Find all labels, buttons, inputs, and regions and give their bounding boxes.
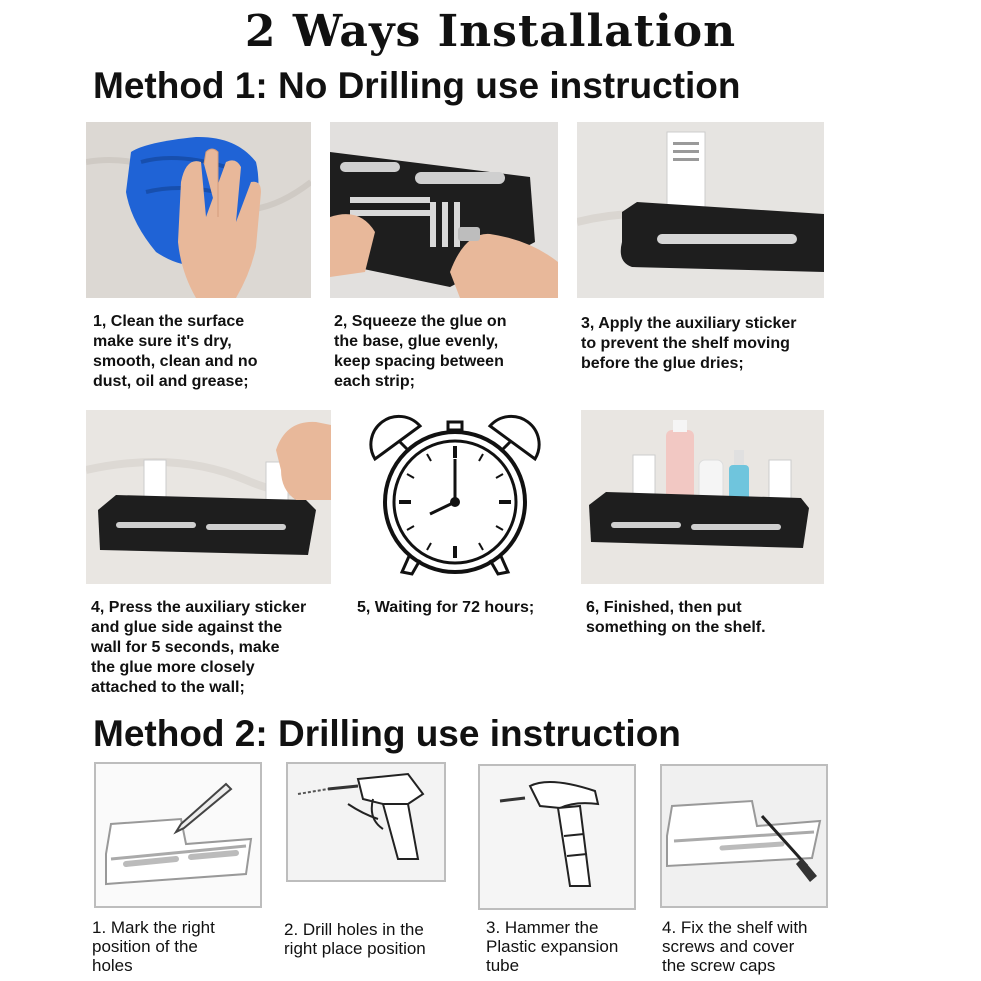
method1-step4-caption: 4, Press the auxiliary sticker and glue side against the wall for 5 seconds, make the glue more closely attached to the wall;	[91, 599, 307, 696]
glue-application-photo	[330, 122, 558, 298]
drill-icon	[286, 762, 446, 882]
method1-step2-caption: 2, Squeeze the glue on the base, glue evenly, keep spacing between each strip;	[334, 313, 507, 390]
shelf-sticker-photo	[577, 122, 824, 298]
method2-step1-caption: 1. Mark the right position of the holes	[92, 918, 215, 975]
method1-step6-caption: 6, Finished, then put something on the shelf.	[586, 599, 766, 636]
method2-step2-caption: 2. Drill holes in the right place position	[284, 920, 426, 958]
method2-heading-prefix: Method 2:	[93, 713, 268, 754]
main-title: 2 Ways Installation	[244, 6, 737, 57]
method1-step1-caption: 1, Clean the surface make sure it's dry, smooth, clean and no dust, oil and grease;	[93, 313, 258, 390]
pencil-mark-icon	[94, 762, 262, 908]
method1-step3-caption: 3, Apply the auxiliary sticker to prevent the shelf moving before the glue dries;	[581, 315, 797, 372]
method2-heading-rest: Drilling use instruction	[277, 713, 681, 754]
screwdriver-icon	[660, 764, 828, 908]
method2-step4-caption: 4. Fix the shelf with screws and cover the screw caps	[662, 918, 808, 975]
hammer-icon	[478, 764, 636, 910]
method2-step3-caption: 3. Hammer the Plastic expansion tube	[486, 918, 619, 975]
press-shelf-photo	[86, 410, 331, 584]
method1-heading: Method 1: No Drilling use instruction	[93, 65, 741, 106]
hand-cleaning-cloth-photo	[86, 122, 311, 298]
alarm-clock-icon	[360, 414, 550, 586]
finished-shelf-photo	[581, 410, 824, 584]
method2-heading	[93, 712, 681, 756]
method1-step5-caption: 5, Waiting for 72 hours;	[357, 599, 535, 616]
